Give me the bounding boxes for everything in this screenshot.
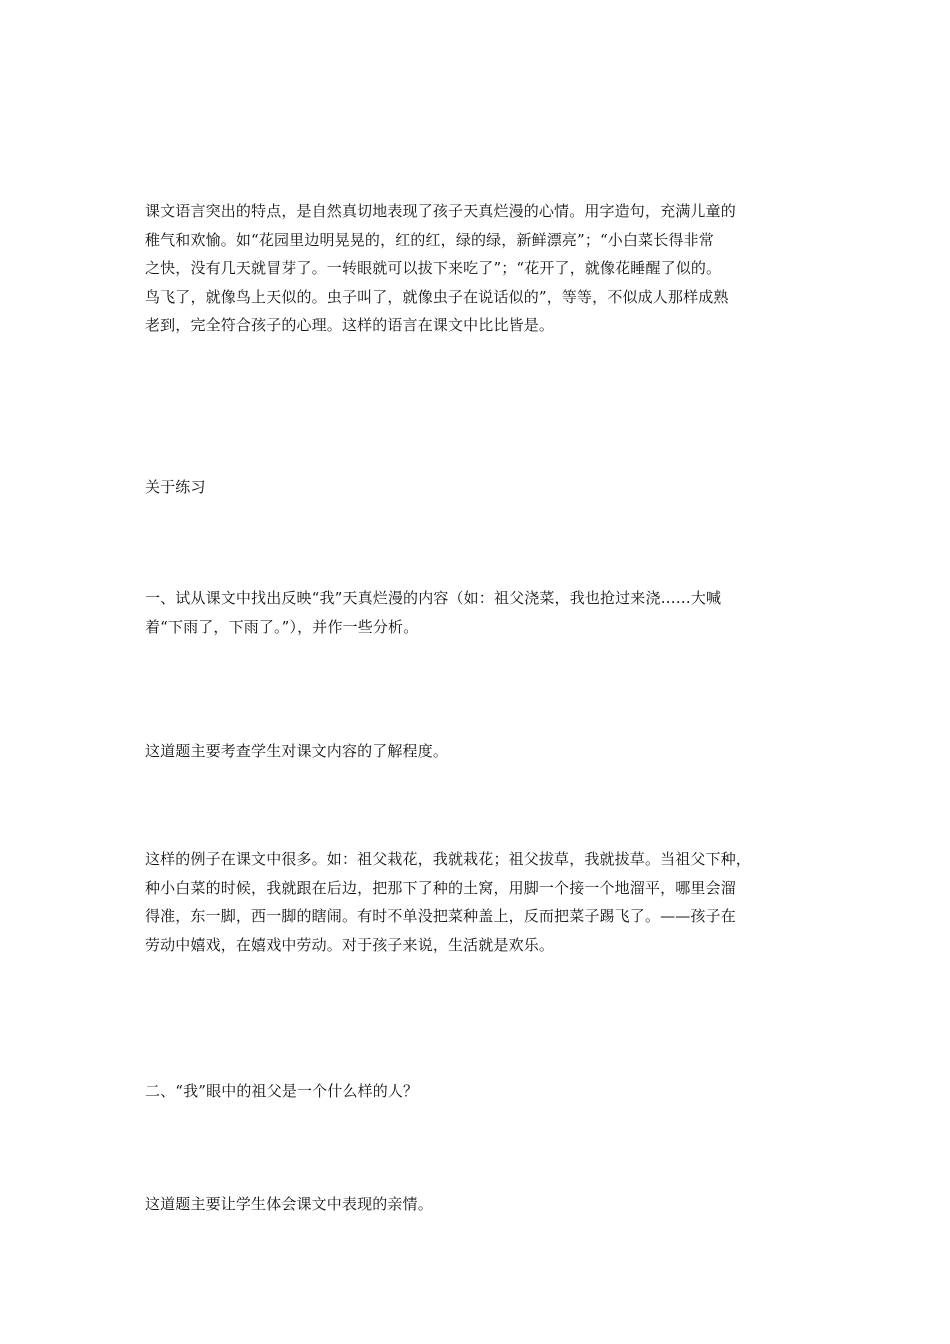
text-line: 之快，没有几天就冒芽了。一转眼就可以拔下来吃了”；“花开了，就像花睡醒了似的。 — [145, 259, 722, 277]
text-line: 着“下雨了，下雨了。”），并作一些分析。 — [145, 617, 419, 636]
paragraph-language-features — [145, 197, 807, 340]
exercise-question-one — [145, 584, 807, 641]
text-line: 一、试从课文中找出反映“我”天真烂漫的内容（如：祖父浇菜，我也抢过来浇……大喊 — [145, 589, 722, 607]
answer-detail-one — [145, 845, 807, 959]
text-line: 这样的例子在课文中很多。如：祖父栽花，我就栽花；祖父拔草，我就拔草。当祖父下种， — [145, 850, 752, 868]
text-line: 种小白菜的时候，我就跟在后边，把那下了种的土窝，用脚一个接一个地溜平，哪里会溜 — [145, 878, 736, 897]
text-line: 稚气和欢愉。如“花园里边明晃晃的，红的红，绿的绿，新鲜漂亮”；“小白菜长得非常 — [145, 230, 714, 249]
text-line: 劳动中嬉戏，在嬉戏中劳动。对于孩子来说，生活就是欢乐。 — [145, 935, 555, 954]
text-line: 鸟飞了，就像鸟上天似的。虫子叫了，就像虫子在说话似的”，等等，不似成人那样成熟 — [145, 287, 729, 306]
text-line: 这道题主要让学生体会课文中表现的亲情。 — [145, 1195, 433, 1213]
text-line: 得准，东一脚，西一脚的瞎闹。有时不单没把菜种盖上，反而把菜子踢飞了。——孩子在 — [145, 907, 736, 925]
text-line: 课文语言突出的特点，是自然真切地表现了孩子天真烂漫的心情。用字造句，充满儿童的 — [145, 202, 736, 220]
exercise-question-two — [145, 1077, 807, 1106]
heading-text: 关于练习 — [145, 478, 206, 496]
text-line: 这道题主要考查学生对课文内容的了解程度。 — [145, 742, 449, 760]
text-line: 二、“我”眼中的祖父是一个什么样的人？ — [145, 1082, 419, 1100]
text-line: 老到，完全符合孩子的心理。这样的语言在课文中比比皆是。 — [145, 316, 555, 334]
section-heading-exercises — [145, 473, 807, 502]
answer-intro-one — [145, 737, 807, 766]
answer-intro-two — [145, 1190, 807, 1219]
